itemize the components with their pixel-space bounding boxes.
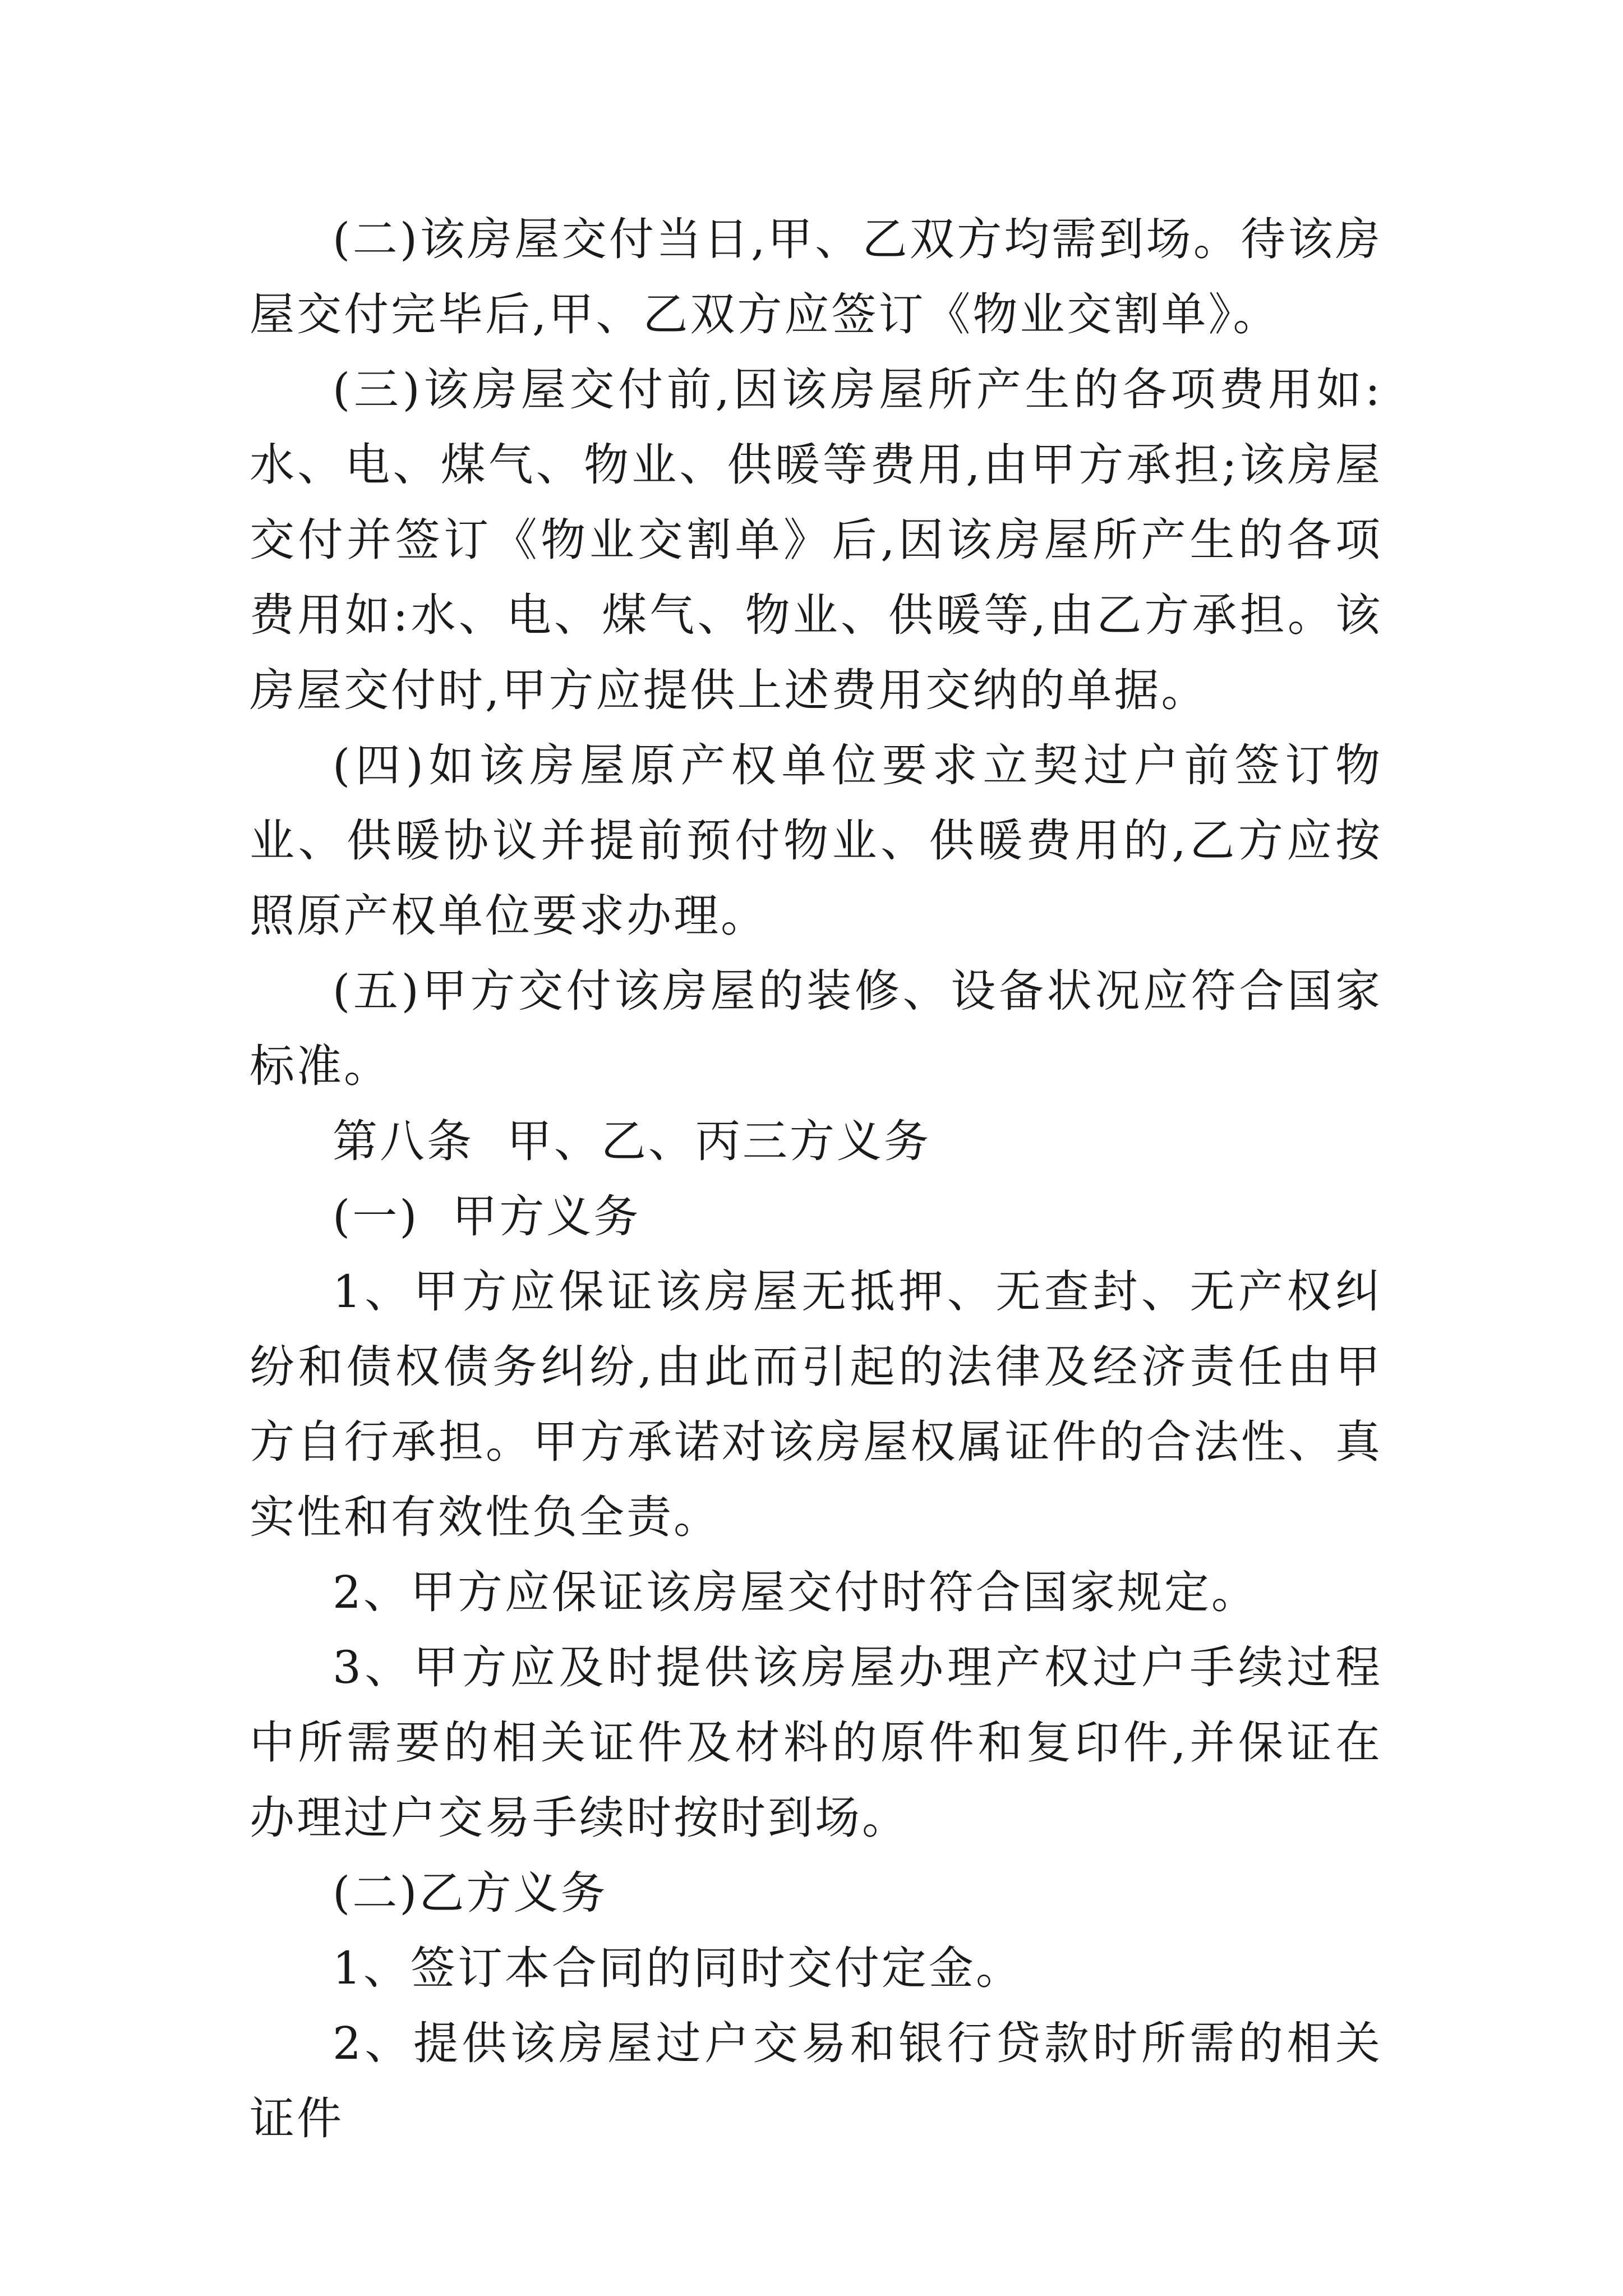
party-b-obligation-2: 2、提供该房屋过户交易和银行贷款时所需的相关证件 [250, 2017, 1382, 2145]
party-a-obligation-2: 2、甲方应保证该房屋交付时符合国家规定。 [333, 1566, 1258, 1618]
contract-body [250, 202, 1382, 2156]
party-a-obligation-1: 1、甲方应保证该房屋无抵押、无查封、无产权纠纷和债权债务纠纷,由此而引起的法律及经济责任由甲方自行承担。甲方承诺对该房屋权属证件的合法性、真实性和有效性负全责。 [250, 1266, 1382, 1543]
paragraph-handover-day: (二)该房屋交付当日,甲、乙双方均需到场。待该房屋交付完毕后,甲、乙双方应签订《物业交割单》。 [250, 213, 1382, 341]
paragraph-fees-before-after-handover: (三)该房屋交付前,因该房屋所产生的各项费用如:水、电、煤气、物业、供暖等费用,由甲方承担;该房屋交付并签订《物业交割单》后,因该房屋所产生的各项费用如:水、电、煤气、物业、供暖等,由乙方承担。该房屋交付时,甲方应提供上述费用交纳的单据。 [250, 364, 1382, 716]
party-b-obligation-1: 1、签订本合同的同时交付定金。 [333, 1942, 1023, 1994]
paragraph-decoration-standard: (五)甲方交付该房屋的装修、设备状况应符合国家标准。 [250, 965, 1382, 1092]
section-party-a-obligations-heading: (一) 甲方义务 [333, 1190, 641, 1243]
party-a-obligation-3: 3、甲方应及时提供该房屋办理产权过户手续过程中所需要的相关证件及材料的原件和复印件,并保证在办理过户交易手续时按时到场。 [250, 1641, 1382, 1844]
paragraph-property-heating-agreement: (四)如该房屋原产权单位要求立契过户前签订物业、供暖协议并提前预付物业、供暖费用的,乙方应按照原产权单位要求办理。 [250, 739, 1382, 942]
section-party-b-obligations-heading: (二)乙方义务 [333, 1867, 608, 1919]
article-eight-heading: 第八条 甲、乙、丙三方义务 [333, 1115, 931, 1167]
